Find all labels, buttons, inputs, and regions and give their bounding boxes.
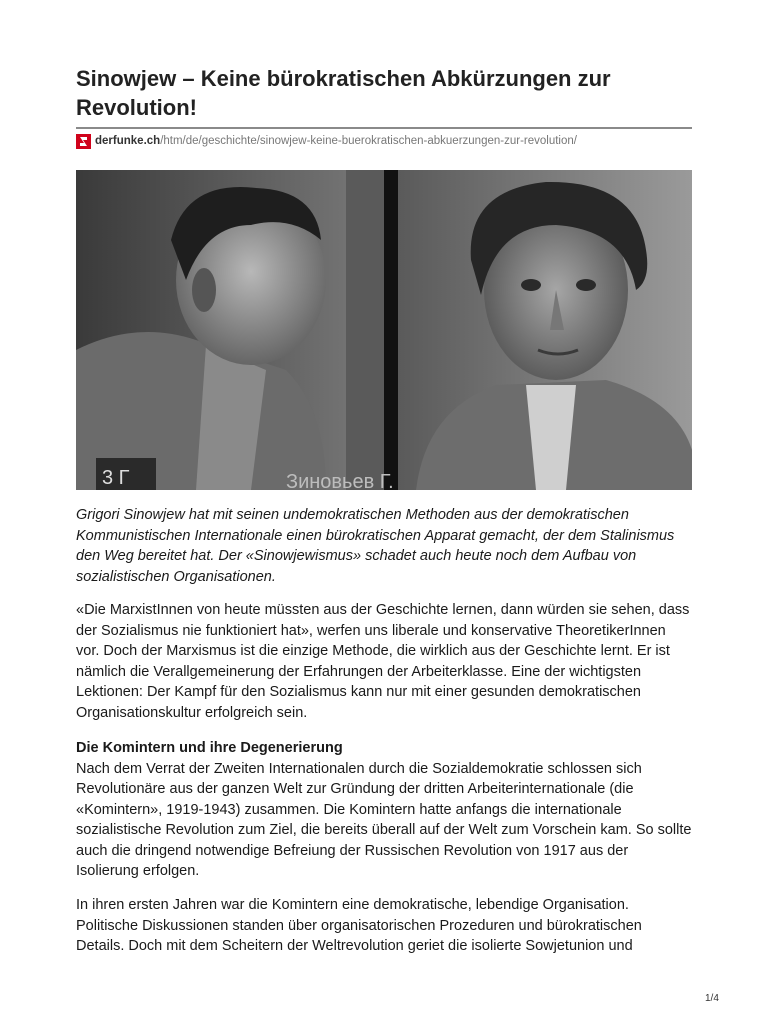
derfunke-logo-icon	[76, 134, 91, 149]
page-number: 1/4	[705, 993, 719, 1004]
mugshot-photo	[76, 170, 692, 490]
placard-left-text: 3 Г	[102, 467, 130, 489]
source-path[interactable]: /htm/de/geschichte/sinowjew-keine-buerokratischen-abkuerzungen-zur-revolution/	[160, 135, 577, 147]
placard-right-text: Зиновьев Г.	[286, 471, 394, 490]
paragraph-1: «Die MarxistInnen von heute müssten aus der Geschichte lernen, dann würden sie sehen, dass der Sozialismus nie funktioniert hat», werfen uns liberale und konservative TheoretikerInnen vor. Doch der Marxismus ist die einzige Methode, die wirklich aus der Geschichte lernt. Er ist nämlich die Verallgemeinerung der Erfahrungen der Arbeiterklasse. Eine der wichtigsten Lektionen: Der Kampf für den Sozialismus kann nur mit einer gesunden demokratischen Organisationskultur erfolgreich sein.	[76, 602, 690, 721]
paragraph-3: In ihren ersten Jahren war die Komintern eine demokratische, lebendige Organisation. Politische Diskussionen standen über organisatorischen Prozeduren und bürokratischen Details. Doch mit dem Scheitern der Weltrevolution geriet die isolierte Sowjetunion und	[76, 897, 642, 954]
title-divider	[76, 127, 692, 129]
article-title: Sinowjew – Keine bürokratischen Abkürzungen zur Revolution!	[76, 66, 611, 120]
source-domain[interactable]: derfunke.ch	[95, 135, 161, 147]
section-heading: Die Komintern und ihre Degenerierung	[76, 740, 343, 756]
paragraph-2: Nach dem Verrat der Zweiten Internationalen durch die Sozialdemokratie schlossen sich Revolutionäre aus der ganzen Welt zur Gründung der dritten Arbeiterinternationale (die «Komintern», 1919-1943) zusammen. Die Komintern hatte anfangs die internationale sozialistische Revolution zum Ziel, die bereits überall auf der Welt zum Vorschein kam. So sollte auch die dringend notwendige Befreiung der Russischen Revolution von 1917 aus der Isolierung erfolgen.	[76, 760, 692, 879]
article-lead: Grigori Sinowjew hat mit seinen undemokratischen Methoden aus der demokratischen Kommunistischen Internationale einen bürokratischen Apparat gemacht, der dem Stalinismus den Weg bereitet hat. Der «Sinowjewismus» schadet auch heute noch dem Aufbau von sozialistischen Organisationen.	[76, 507, 675, 585]
section-komintern	[76, 738, 692, 882]
source-link[interactable]	[76, 133, 577, 149]
